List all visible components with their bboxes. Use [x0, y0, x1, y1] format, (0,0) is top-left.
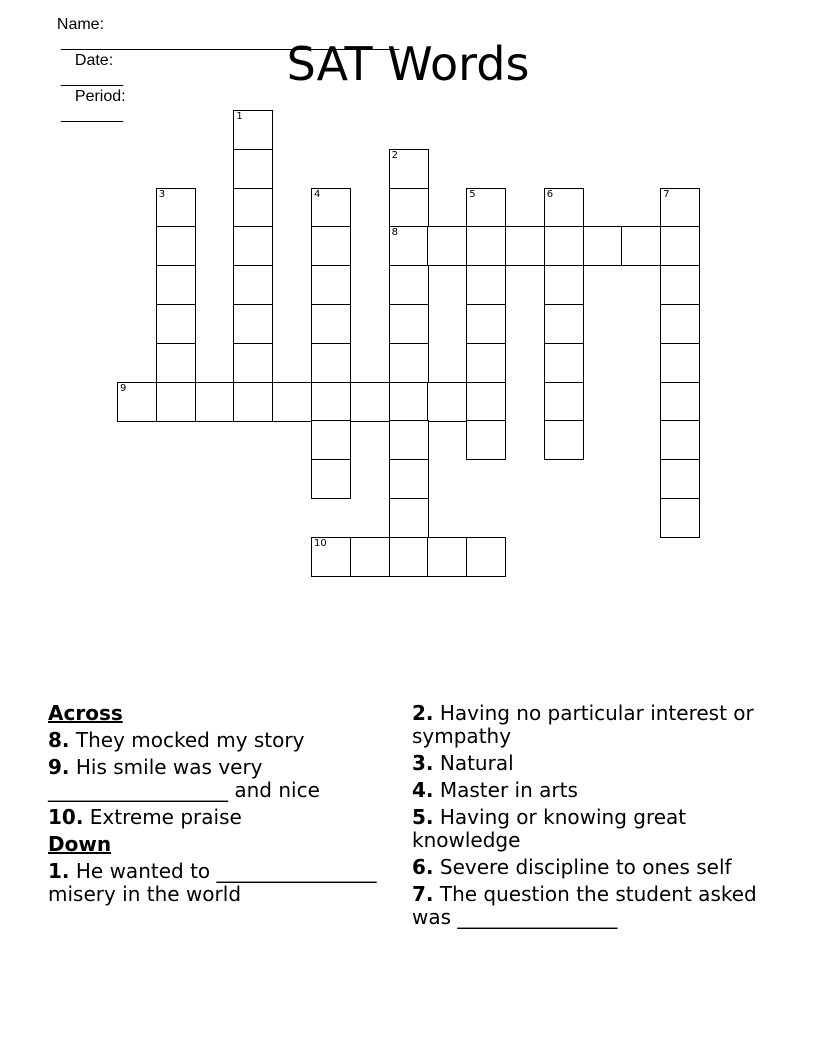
crossword-cell[interactable] — [544, 265, 584, 305]
clue-text: Severe discipline to ones self — [439, 855, 732, 879]
clue-across-10 — [48, 806, 388, 829]
crossword-cell[interactable] — [156, 382, 196, 422]
clue-number-label: 4 — [314, 188, 321, 200]
crossword-cell[interactable] — [311, 343, 351, 383]
crossword-cell[interactable] — [660, 226, 700, 266]
clue-number: 5. — [412, 805, 434, 829]
crossword-cell[interactable] — [389, 420, 429, 460]
crossword-cell[interactable] — [233, 149, 273, 189]
clue-down-4 — [412, 779, 762, 802]
clue-number: 8. — [48, 728, 70, 752]
crossword-cell[interactable] — [466, 382, 506, 422]
clue-number: 4. — [412, 778, 434, 802]
crossword-cell[interactable] — [389, 226, 429, 266]
crossword-cell[interactable] — [583, 226, 623, 266]
period-label: Period: — [74, 88, 126, 105]
crossword-cell[interactable] — [156, 226, 196, 266]
clue-number: 1. — [48, 859, 70, 883]
crossword-cell[interactable] — [311, 459, 351, 499]
clue-text: Master in arts — [439, 778, 578, 802]
crossword-cell[interactable] — [117, 382, 157, 422]
clue-number-label: 5 — [469, 188, 476, 200]
crossword-cell[interactable] — [389, 188, 429, 228]
crossword-cell[interactable] — [350, 382, 390, 422]
crossword-cell[interactable] — [544, 304, 584, 344]
clue-text: Having no particular interest or sympathy — [412, 701, 754, 748]
crossword-cell[interactable] — [195, 382, 235, 422]
crossword-cell[interactable] — [544, 382, 584, 422]
clue-number: 9. — [48, 755, 70, 779]
crossword-cell[interactable] — [660, 304, 700, 344]
clues-right-column — [412, 702, 762, 929]
crossword-cell[interactable] — [233, 188, 273, 228]
crossword-cell[interactable] — [233, 110, 273, 150]
crossword-cell[interactable] — [311, 188, 351, 228]
crossword-cell[interactable] — [389, 498, 429, 538]
clue-down-2 — [412, 702, 762, 748]
crossword-cell[interactable] — [389, 459, 429, 499]
clue-number: 10. — [48, 805, 84, 829]
date-label: Date: — [74, 52, 114, 69]
clue-number-label: 7 — [663, 188, 670, 200]
crossword-cell[interactable] — [544, 343, 584, 383]
crossword-cell[interactable] — [466, 304, 506, 344]
clue-number-label: 1 — [236, 111, 243, 122]
clue-text: His smile was very __________________ and nice — [48, 755, 320, 802]
crossword-cell[interactable] — [389, 537, 429, 577]
crossword-cell[interactable] — [660, 459, 700, 499]
clue-number-label: 3 — [158, 188, 166, 200]
crossword-cell[interactable] — [389, 304, 429, 344]
crossword-cell[interactable] — [311, 382, 351, 422]
crossword-cell[interactable] — [311, 265, 351, 305]
clue-number: 7. — [412, 882, 434, 906]
crossword-cell[interactable] — [621, 226, 661, 266]
clue-number-label: 2 — [391, 149, 398, 161]
crossword-cell[interactable] — [660, 343, 700, 383]
crossword-cell[interactable] — [427, 382, 467, 422]
crossword-cell[interactable] — [544, 420, 584, 460]
crossword-cell[interactable] — [389, 382, 429, 422]
clue-number-label: 8 — [391, 227, 398, 239]
crossword-cell[interactable] — [311, 420, 351, 460]
crossword-cell[interactable] — [660, 265, 700, 305]
clue-down-3 — [412, 752, 762, 775]
crossword-cell[interactable] — [311, 304, 351, 344]
clue-text: The question the student asked was ________________ — [412, 882, 757, 929]
clue-down-5 — [412, 806, 762, 852]
name-label: Name: — [56, 16, 105, 33]
clue-number-label: 6 — [546, 188, 554, 200]
crossword-cell[interactable] — [466, 188, 506, 228]
clue-across-8 — [48, 729, 388, 752]
clue-text: He wanted to ________________ misery in the world — [48, 859, 377, 906]
crossword-cell[interactable] — [156, 304, 196, 344]
clue-number-label: 10 — [314, 537, 327, 549]
crossword-cell[interactable] — [156, 343, 196, 383]
crossword-cell[interactable] — [233, 226, 273, 266]
clue-text: They mocked my story — [75, 728, 305, 752]
crossword-cell[interactable] — [544, 226, 584, 266]
clue-number: 2. — [412, 701, 434, 725]
page-title: SAT Words — [286, 37, 530, 91]
crossword-cell[interactable] — [389, 265, 429, 305]
clue-down-7 — [412, 883, 762, 929]
clue-down-6 — [412, 856, 762, 879]
crossword-cell[interactable] — [233, 265, 273, 305]
crossword-cell[interactable] — [427, 537, 467, 577]
crossword-cell[interactable] — [311, 226, 351, 266]
crossword-cell[interactable] — [660, 498, 700, 538]
date-blank[interactable]: _______ — [60, 70, 124, 87]
down-heading: Down — [48, 832, 112, 856]
clues-left-column — [48, 702, 388, 906]
crossword-cell[interactable] — [233, 382, 273, 422]
clue-number-label: 9 — [120, 382, 127, 394]
crossword-cell[interactable] — [660, 188, 700, 228]
crossword-cell[interactable] — [156, 265, 196, 305]
crossword-cell[interactable] — [466, 343, 506, 383]
crossword-cell[interactable] — [466, 226, 506, 266]
crossword-cell[interactable] — [660, 382, 700, 422]
crossword-cell[interactable] — [466, 420, 506, 460]
clue-text: Having or knowing great knowledge — [412, 805, 687, 852]
name-blank[interactable]: ______________________________________ — [60, 34, 400, 51]
crossword-cell[interactable] — [272, 382, 312, 422]
period-blank[interactable]: _______ — [60, 106, 124, 123]
crossword-cell[interactable] — [427, 226, 467, 266]
clue-number: 6. — [412, 855, 434, 879]
crossword-cell[interactable] — [389, 343, 429, 383]
crossword-cell[interactable] — [466, 537, 506, 577]
clue-number: 3. — [412, 751, 434, 775]
across-heading: Across — [48, 701, 123, 725]
crossword-cell[interactable] — [466, 265, 506, 305]
crossword-cell[interactable] — [389, 149, 429, 189]
clue-down-1 — [48, 860, 388, 906]
clue-across-9 — [48, 756, 388, 802]
crossword-cell[interactable] — [544, 188, 584, 228]
crossword-cell[interactable] — [233, 304, 273, 344]
crossword-cell[interactable] — [156, 188, 196, 228]
crossword-cell[interactable] — [311, 537, 351, 577]
crossword-cell[interactable] — [505, 226, 545, 266]
crossword-cell[interactable] — [233, 343, 273, 383]
crossword-cell[interactable] — [350, 537, 390, 577]
clue-text: Natural — [439, 751, 514, 775]
crossword-cell[interactable] — [660, 420, 700, 460]
clue-text: Extreme praise — [89, 805, 242, 829]
